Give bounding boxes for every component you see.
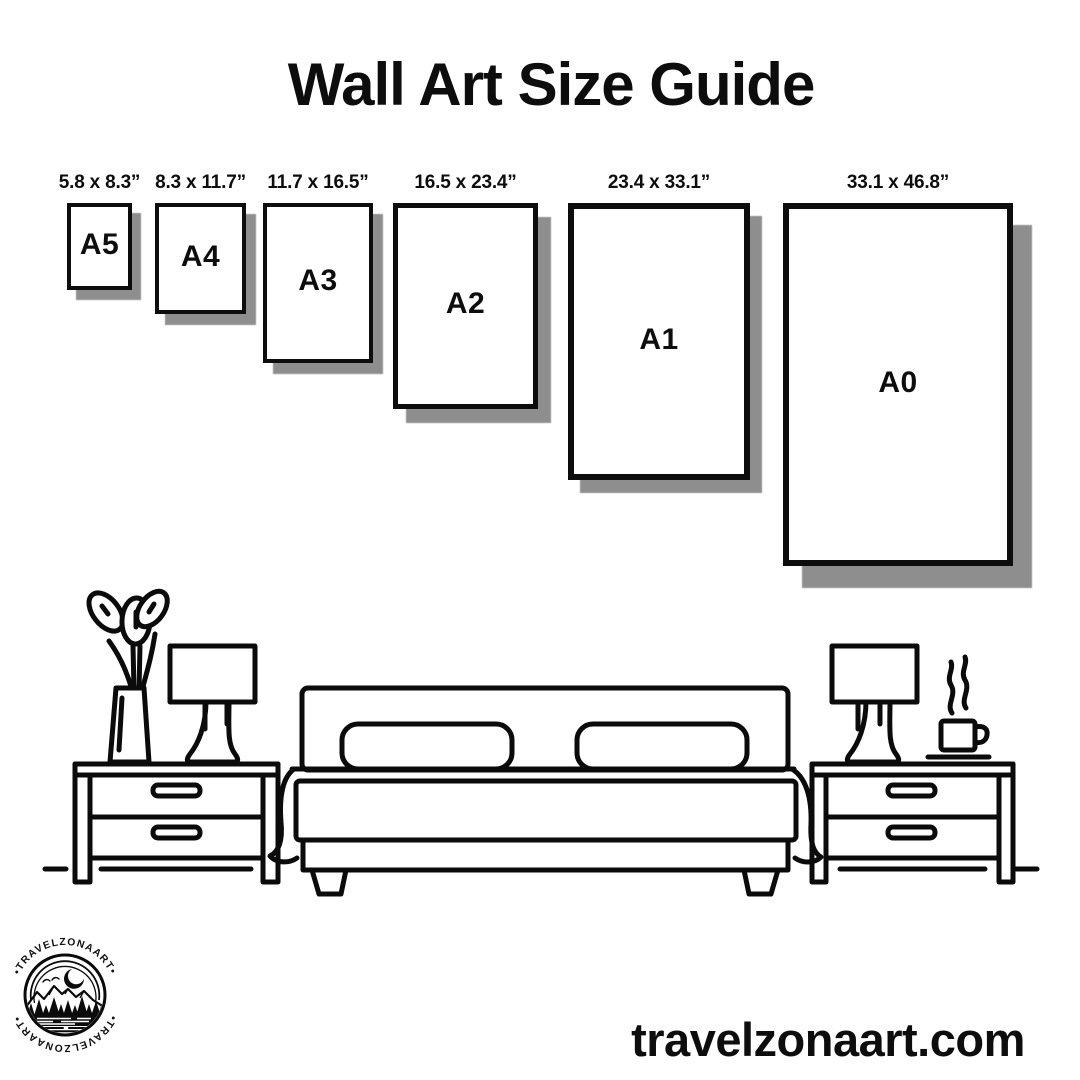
- size-item-a4: [155, 170, 246, 314]
- logo-brand-text-bottom: •TRAVELZONAART•: [11, 1013, 119, 1054]
- size-dimensions-label: 11.7 x 16.5”: [267, 172, 369, 193]
- table-lamp-left-icon: [170, 646, 255, 762]
- size-item-a2: [393, 170, 538, 409]
- logo-brand-text-top: •TRAVELZONAART•: [11, 936, 119, 977]
- size-dimensions-label: 5.8 x 8.3”: [58, 172, 141, 193]
- size-code-label: A4: [180, 239, 221, 273]
- steam-icon: [949, 662, 953, 713]
- size-code-label: A0: [878, 365, 918, 399]
- size-code-label: A3: [298, 264, 338, 297]
- nightstand-left-icon: [75, 764, 278, 882]
- bedroom-illustration: [0, 575, 1080, 915]
- size-item-a3: [263, 170, 373, 363]
- paper-rect-a0: [783, 203, 1013, 566]
- size-dimensions-label: 33.1 x 46.8”: [846, 172, 950, 193]
- size-dimensions-label: 23.4 x 33.1”: [607, 172, 711, 193]
- paper-rect-a1: [568, 203, 750, 480]
- pillow-icon: [577, 724, 747, 769]
- vase-plant-icon: [82, 586, 173, 762]
- size-code-label: A5: [79, 227, 120, 261]
- coffee-cup-icon: [928, 657, 989, 757]
- table-lamp-right-icon: [832, 646, 917, 762]
- website-url: travelzonaart.com: [631, 1013, 1025, 1066]
- paper-rect-a3: [263, 203, 373, 363]
- size-code-label: A2: [445, 287, 486, 320]
- mountain-emblem-icon: [25, 961, 105, 1031]
- size-item-a0: [783, 170, 1013, 566]
- bed-icon: [270, 688, 821, 894]
- size-code-label: A1: [639, 322, 679, 356]
- birds-icon: [43, 978, 59, 982]
- paper-rect-a4: [155, 203, 246, 314]
- size-dimensions-label: 16.5 x 23.4”: [414, 172, 517, 193]
- paper-rect-a2: [393, 203, 538, 409]
- page-title: Wall Art Size Guide: [287, 51, 815, 118]
- size-item-a5: [58, 170, 141, 290]
- size-item-a1: [568, 170, 750, 480]
- brand-logo: [6, 936, 124, 1054]
- paper-rect-a5: [67, 203, 132, 290]
- size-dimensions-label: 8.3 x 11.7”: [155, 172, 246, 193]
- steam-icon: [963, 657, 967, 708]
- pillow-icon: [342, 724, 512, 769]
- nightstand-right-icon: [812, 764, 1013, 882]
- crescent-moon-icon: [64, 969, 84, 989]
